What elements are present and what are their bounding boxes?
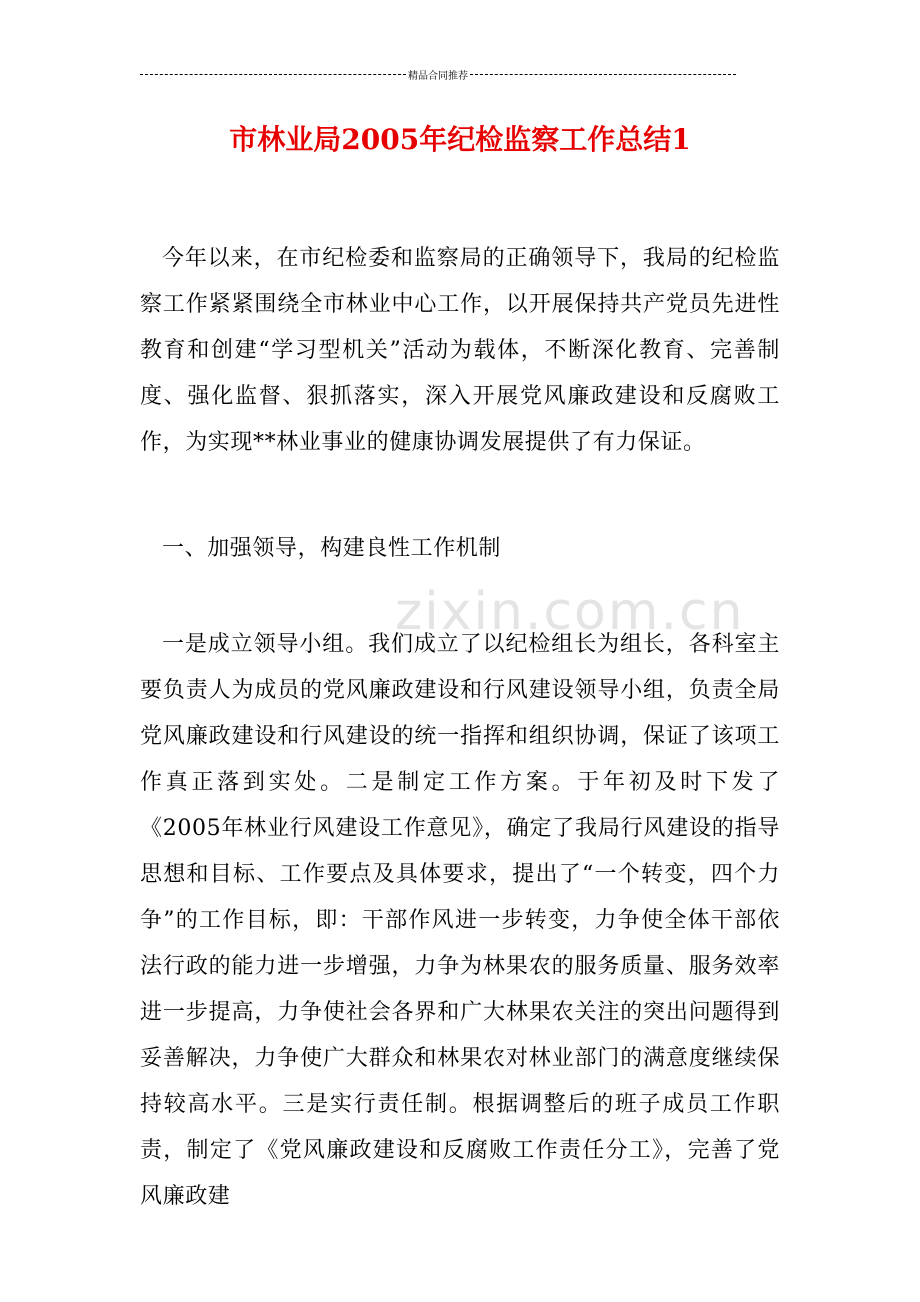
watermark: zixin.com.cn xyxy=(395,582,745,642)
header-dash-right xyxy=(470,74,736,75)
document-title: 市林业局2005年纪检监察工作总结1 xyxy=(229,123,691,156)
paragraph-section-one: 一是成立领导小组。我们成立了以纪检组长为组长，各科室主要负责人为成员的党风廉政建设和行风建设领导小组，负责全局党风廉政建设和行风建设的统一指挥和组织协调，保证了该项工作真正落到实处。二是制定工作方案。于年初及时下发了《2005年林业行风建设工作意见》，确定了我局行风建设的指导思想和目标、工作要点及具体要求，提出了“一个转变，四个力争”的工作目标，即：干部作风进一步转变，力争使全体干部依法行政的能力进一步增强，力争为林果农的服务质量、服务效率进一步提高，力争使社会各界和广大林果农关注的突出问题得到妥善解决，力争使广大群众和林果农对林业部门的满意度继续保持较高水平。三是实行责任制。根据调整后的班子成员工作职责，制定了《党风廉政建设和反腐败工作责任分工》，完善了党风廉政建 xyxy=(140,632,780,1209)
header-dash-left xyxy=(140,74,406,75)
paragraph-intro: 今年以来，在市纪检委和监察局的正确领导下，我局的纪检监察工作紧紧围绕全市林业中心工作，以开展保持共产党员先进性教育和创建“学习型机关”活动为载体，不断深化教育、完善制度、强化监督、狠抓落实，深入开展党风廉政建设和反腐败工作，为实现**林业事业的健康协调发展提供了有力保证。 xyxy=(140,246,780,455)
header-rule xyxy=(140,67,736,81)
section-heading: 一、加强领导，构建良性工作机制 xyxy=(162,536,502,561)
header-label: 精品合同推荐 xyxy=(408,70,468,82)
